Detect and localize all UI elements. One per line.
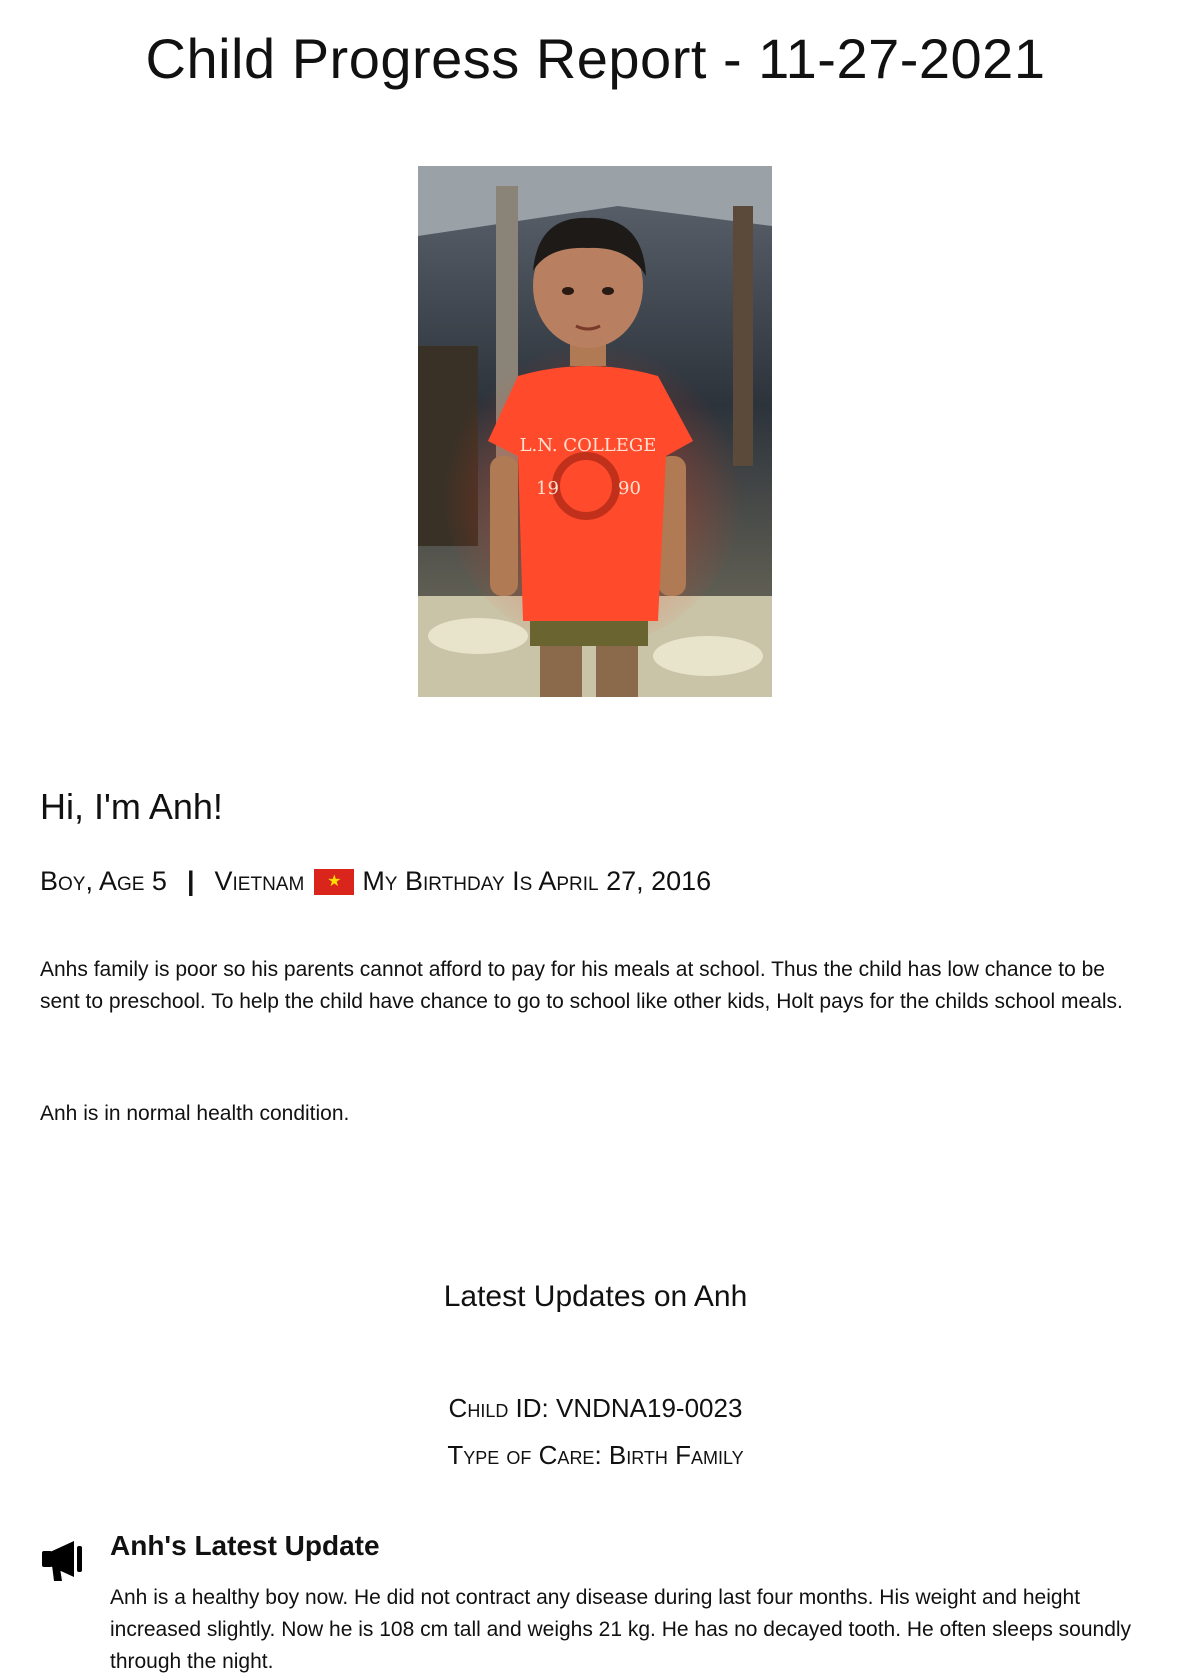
child-bio: Anhs family is poor so his parents cannot afford to pay for his meals at school. Thus the child has low chance to be sent to preschool. To help the child have chance to go to school like other kids, Holt pays for the childs school meals. (40, 958, 1123, 1013)
updates-section-title: Latest Updates on Anh (443, 1280, 748, 1313)
page-title: Child Progress Report - 11-27-2021 (145, 27, 1046, 90)
latest-update-text: Anh is a healthy boy now. He did not contract any disease during last four months. His weight and height increased slightly. Now he is 108 cm tall and weighs 21 kg. He has no decayed tooth. He often sleeps soundly through the night. (110, 1586, 1132, 1673)
country: Vietnam (214, 866, 305, 896)
shirt-number-left: 19 (536, 478, 559, 499)
birthday: My Birthday Is April 27, 2016 (362, 866, 712, 896)
vietnam-flag-icon (314, 869, 354, 895)
child-greeting: Hi, I'm Anh! (40, 786, 223, 827)
child-photo (418, 166, 772, 697)
shirt-text: L.N. COLLEGE (519, 435, 657, 456)
child-info-line (40, 866, 711, 897)
megaphone-icon (40, 1538, 92, 1582)
latest-update-title: Anh's Latest Update (110, 1530, 380, 1561)
shirt-number-right: 90 (618, 478, 641, 499)
info-separator: | (186, 866, 195, 896)
health-status: Anh is in normal health condition. (40, 1102, 350, 1125)
flag-star: ★ (327, 872, 342, 890)
type-of-care: Type of Care: Birth Family (447, 1440, 744, 1470)
child-id: Child ID: VNDNA19-0023 (448, 1393, 743, 1423)
gender-age: Boy, Age 5 (40, 866, 167, 896)
